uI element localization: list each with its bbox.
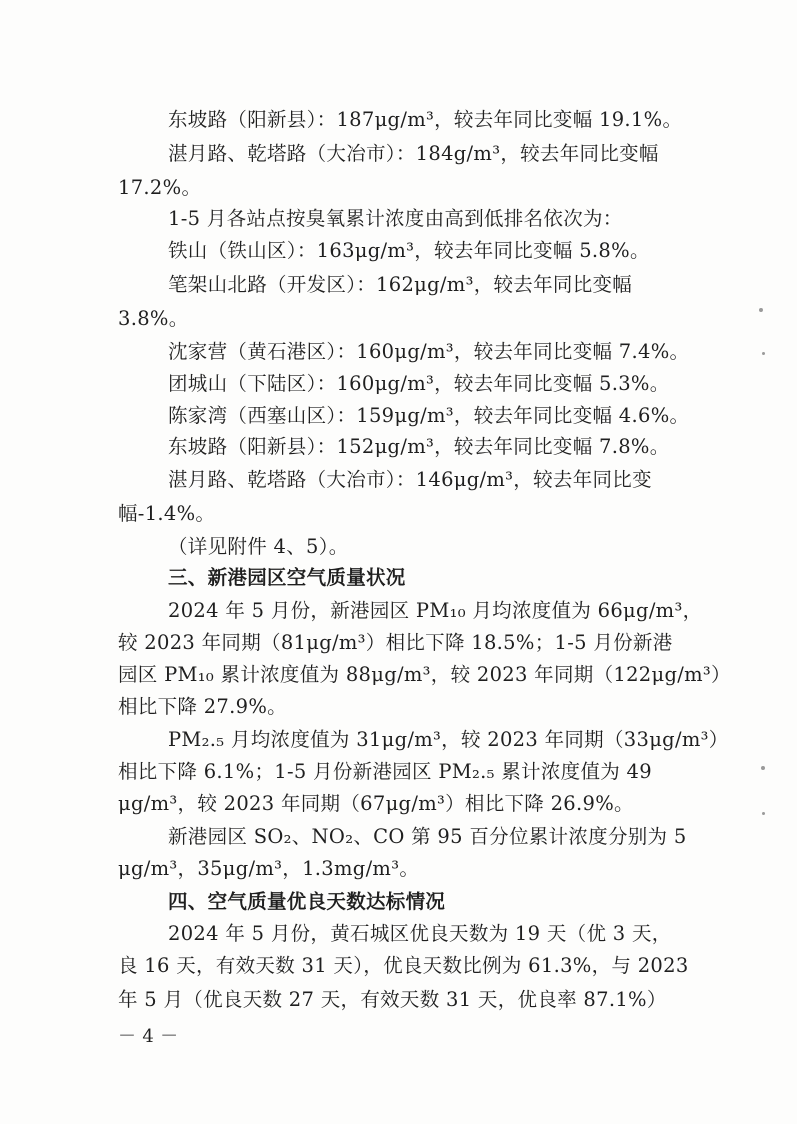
text-line: μg/m³，35μg/m³，1.3mg/m³。: [118, 857, 420, 880]
text-line: 良 16 天，有效天数 31 天），优良天数比例为 61.3%，与 2023: [118, 954, 689, 977]
text-line: 相比下降 6.1%；1-5 月份新港园区 PM₂.₅ 累计浓度值为 49: [118, 760, 652, 783]
text-line: 湛月路、乾塔路（大冶市）：146μg/m³，较去年同比变: [168, 468, 652, 491]
text-line: 新港园区 SO₂、NO₂、CO 第 95 百分位累计浓度分别为 5: [168, 825, 687, 848]
text-line: 1-5 月各站点按臭氧累计浓度由高到低排名依次为：: [168, 207, 623, 230]
text-line: 3.8%。: [118, 307, 189, 330]
text-line: 湛月路、乾塔路（大冶市）：184g/m³，较去年同比变幅: [168, 142, 659, 165]
text-line: 团城山（下陆区）：160μg/m³，较去年同比变幅 5.3%。: [168, 372, 670, 395]
scan-speck: [761, 766, 765, 770]
section-heading: 三、新港园区空气质量状况: [168, 566, 406, 589]
text-line: 2024 年 5 月份，新港园区 PM₁₀ 月均浓度值为 66μg/m³，: [168, 599, 703, 622]
text-line: 较 2023 年同期（81μg/m³）相比下降 18.5%；1-5 月份新港: [118, 631, 673, 654]
page-number: － 4 －: [118, 1026, 179, 1047]
text-line: 相比下降 27.9%。: [118, 695, 287, 718]
text-line: PM₂.₅ 月均浓度值为 31μg/m³，较 2023 年同期（33μg/m³）: [168, 728, 729, 751]
text-line: 笔架山北路（开发区）：162μg/m³，较去年同比变幅: [168, 273, 633, 296]
text-line: 沈家营（黄石港区）：160μg/m³，较去年同比变幅 7.4%。: [168, 340, 690, 363]
text-line: 年 5 月（优良天数 27 天，有效天数 31 天，优良率 87.1%）: [118, 988, 667, 1011]
text-line: 铁山（铁山区）：163μg/m³，较去年同比变幅 5.8%。: [168, 239, 650, 262]
text-line: 东坡路（阳新县）：152μg/m³，较去年同比变幅 7.8%。: [168, 435, 670, 458]
text-line: 2024 年 5 月份，黄石城区优良天数为 19 天（优 3 天，: [168, 922, 672, 945]
scan-speck: [762, 352, 765, 355]
text-line: μg/m³，较 2023 年同期（67μg/m³）相比下降 26.9%。: [118, 792, 634, 815]
section-heading: 四、空气质量优良天数达标情况: [168, 890, 446, 913]
text-line: （详见附件 4、5）。: [168, 535, 349, 558]
scan-speck: [762, 812, 765, 815]
text-line: 17.2%。: [118, 176, 202, 199]
text-line: 东坡路（阳新县）：187μg/m³，较去年同比变幅 19.1%。: [168, 108, 683, 131]
scan-speck: [759, 308, 763, 312]
text-line: 陈家湾（西塞山区）：159μg/m³，较去年同比变幅 4.6%。: [168, 404, 690, 427]
text-line: 园区 PM₁₀ 累计浓度值为 88μg/m³，较 2023 年同期（122μg/m³）: [118, 663, 731, 686]
text-line: 幅-1.4%。: [118, 502, 216, 525]
